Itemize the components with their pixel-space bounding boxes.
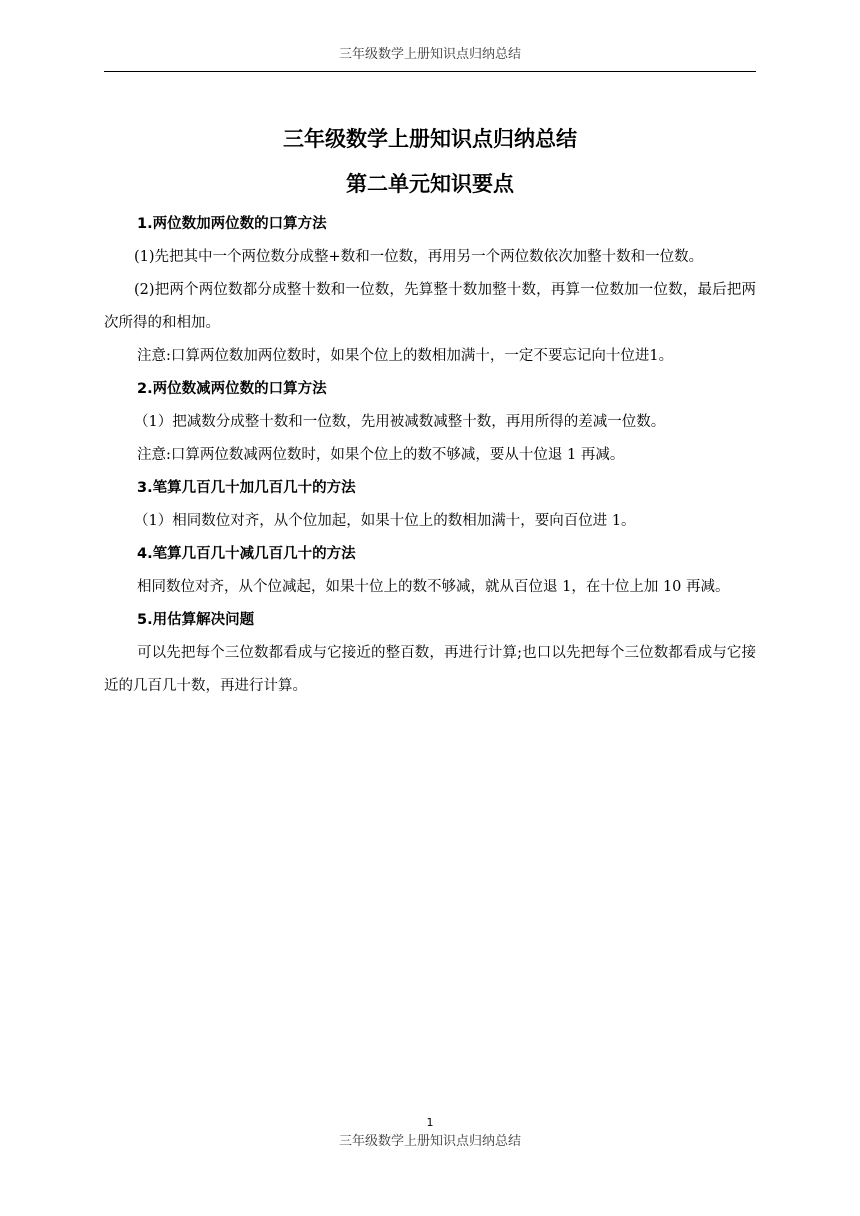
document-body	[104, 208, 756, 703]
section-4-paragraph-1: 相同数位对齐，从个位减起，如果十位上的数不够减，就从百位退 1，在十位上加 10 再减。	[137, 579, 730, 595]
section-1-paragraph-1: (1)先把其中一个两位数分成整+数和一位数，再用另一个两位数依次加整十数和一位数。	[134, 249, 704, 265]
section-5-paragraph-1: 可以先把每个三位数都看成与它接近的整百数，再进行计算;也口以先把每个三位数都看成与它接近的几百几十数，再进行计算。	[104, 645, 756, 694]
section-2-note: 注意:口算两位数减两位数时，如果个位上的数不够减，要从十位退 1 再减。	[137, 447, 625, 463]
running-footer: 三年级数学上册知识点归纳总结	[338, 1134, 521, 1149]
section-heading-4: 4.笔算几百几十减几百几十的方法	[137, 546, 356, 562]
section-heading-2: 2.两位数减两位数的口算方法	[137, 381, 327, 397]
section-1-note: 注意:口算两位数加两位数时，如果个位上的数相加满十，一定不要忘记向十位进1。	[137, 348, 674, 364]
running-header: 三年级数学上册知识点归纳总结	[338, 47, 521, 62]
page-number: 1	[426, 1116, 434, 1129]
section-3-paragraph-1: （1）相同数位对齐，从个位加起，如果十位上的数相加满十，要向百位进 1。	[134, 513, 636, 529]
section-heading-1: 1.两位数加两位数的口算方法	[137, 216, 327, 232]
section-2-paragraph-1: （1）把减数分成整十数和一位数，先用被减数减整十数，再用所得的差减一位数。	[134, 414, 666, 430]
document-subtitle: 第二单元知识要点	[346, 171, 514, 196]
section-heading-3: 3.笔算几百几十加几百几十的方法	[137, 480, 356, 496]
document-title: 三年级数学上册知识点归纳总结	[283, 126, 577, 151]
header-divider	[104, 71, 756, 72]
section-1-paragraph-2: (2)把两个两位数都分成整十数和一位数，先算整十数加整十数，再算一位数加一位数，最后把两次所得的和相加。	[104, 282, 756, 331]
section-heading-5: 5.用估算解决问题	[137, 612, 255, 628]
